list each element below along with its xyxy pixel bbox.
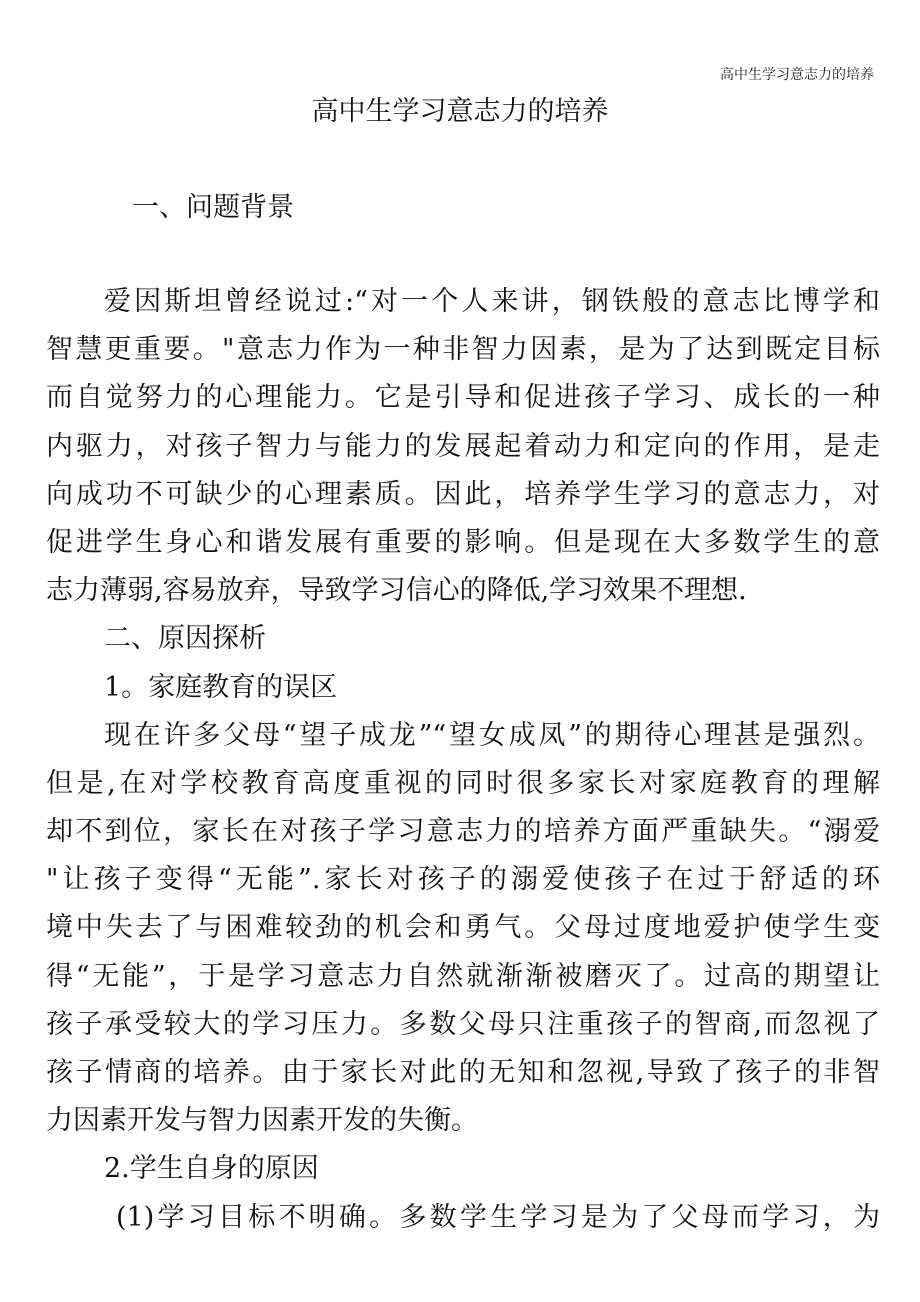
paragraph-line: (1)学习目标不明确。多数学生学习是为了父母而学习，为 [116,1201,880,1233]
paragraph-line: 却不到位，家长在对孩子学习意志力的培养方面严重缺失。“溺爱 [46,816,880,848]
paragraph-line: 爱因斯坦曾经说过:“对一个人来讲，钢铁般的意志比博学和 [104,286,880,317]
paragraph-line: "让孩子变得“无能”.家长对孩子的溺爱使孩子在过于舒适的环 [46,864,880,896]
section-heading-background: 一、问题背景 [132,192,294,223]
paragraph-line: 但是,在对学校教育高度重视的同时很多家长对家庭教育的理解 [46,767,880,799]
section-heading-causes: 二、原因探析 [104,623,266,655]
running-header: 高中生学习意志力的培养 [720,67,874,83]
paragraph-line: 而自觉努力的心理能力。它是引导和促进孩子学习、成长的一种 [46,382,880,414]
document-body [46,278,880,1242]
paragraph-line: 内驱力，对孩子智力与能力的发展起着动力和定向的作用，是走 [46,430,880,462]
paragraph-line: 境中失去了与困难较劲的机会和勇气。父母过度地爱护使学生变 [46,912,880,944]
paragraph-line: 孩子承受较大的学习压力。多数父母只注重孩子的智商,而忽视了 [46,1008,880,1040]
paragraph-line: 向成功不可缺少的心理素质。因此，培养学生学习的意志力，对 [46,478,880,510]
subsection-heading-student: 2.学生自身的原因 [104,1153,319,1185]
paragraph-line: 得“无能”，于是学习意志力自然就渐渐被磨灭了。过高的期望让 [46,960,880,992]
paragraph-line: 力因素开发与智力因素开发的失衡。 [46,1105,478,1137]
page-title: 高中生学习意志力的培养 [311,96,609,127]
subsection-heading-family: 1。家庭教育的误区 [104,671,338,703]
paragraph-line: 促进学生身心和谐发展有重要的影响。但是现在大多数学生的意 [46,526,880,558]
paragraph-line: 志力薄弱,容易放弃，导致学习信心的降低,学习效果不理想. [46,575,747,607]
paragraph-line: 现在许多父母“望子成龙”“望女成凤”的期待心理甚是强烈。 [104,719,880,751]
paragraph-line: 智慧更重要。"意志力作为一种非智力因素，是为了达到既定目标 [46,334,880,366]
paragraph-line: 孩子情商的培养。由于家长对此的无知和忽视,导致了孩子的非智 [46,1057,880,1088]
